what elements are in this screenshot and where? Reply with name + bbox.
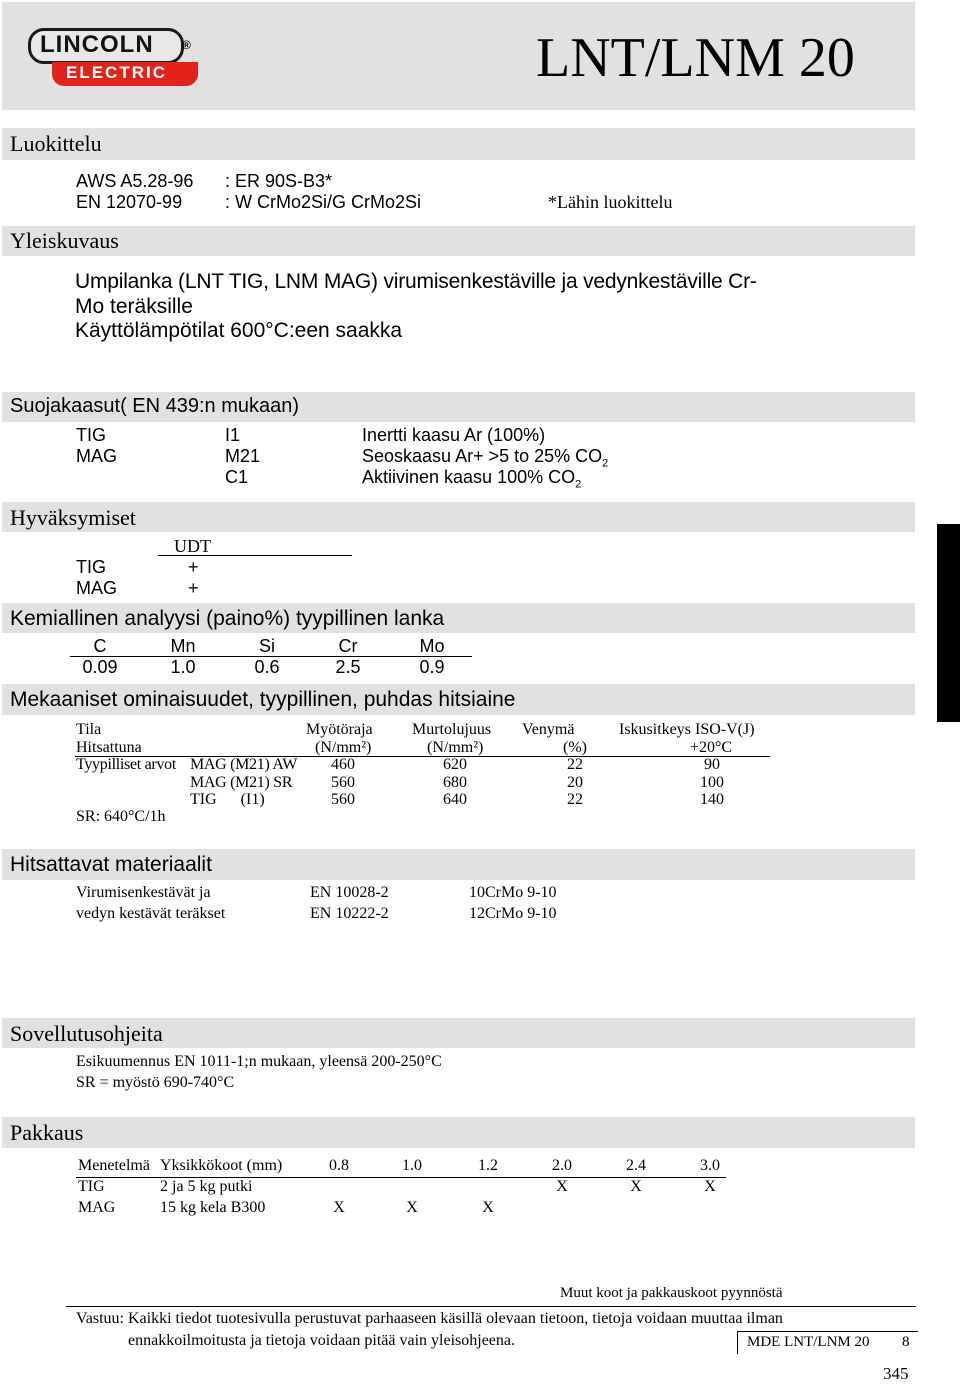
section-bar-hyvaksymiset xyxy=(2,502,915,532)
thumb-index-tab xyxy=(937,524,960,722)
approval-mark-mag: + xyxy=(188,578,199,598)
gas-code-m21: M21 xyxy=(225,446,261,466)
mech-head-elong: Venymä xyxy=(522,721,575,738)
pack-head-size-10: 1.0 xyxy=(402,1157,422,1174)
gas-process-tig: TIG xyxy=(76,425,106,445)
chem-el-mo: Mo xyxy=(419,636,445,656)
section-bar-yleiskuvaus xyxy=(2,226,915,256)
doc-number: 8 xyxy=(902,1334,910,1350)
footer-rule xyxy=(66,1306,916,1307)
chem-val-mn: 1.0 xyxy=(170,657,196,677)
pack-head-size-08: 0.8 xyxy=(329,1157,349,1174)
chem-el-cr: Cr xyxy=(338,636,358,656)
lincoln-electric-logo xyxy=(28,28,200,88)
mech-row2-process: MAG (M21) SR xyxy=(190,774,293,791)
gas-process-mag: MAG xyxy=(76,446,118,466)
gas-code-c1: C1 xyxy=(225,467,249,487)
approval-process-tig: TIG xyxy=(76,557,106,577)
approval-mark-tig: + xyxy=(188,557,199,577)
pack-mag-unit: 15 kg kela B300 xyxy=(160,1199,266,1216)
heading-materiaalit: Hitsattavat materiaalit xyxy=(10,853,212,876)
pack-mag-method: MAG xyxy=(78,1199,116,1216)
mech-row3-impact: 140 xyxy=(700,791,724,808)
mech-row3-elong: 22 xyxy=(567,791,583,808)
class-note: *Lähin luokittelu xyxy=(548,192,673,212)
pack-head-method: Menetelmä xyxy=(78,1157,150,1174)
gas-desc-c1-text: Aktiivinen kaasu 100% CO xyxy=(362,467,576,487)
chem-val-mo: 0.9 xyxy=(419,657,445,677)
material-name-1: Virumisenkestävät ja xyxy=(76,884,211,901)
pack-head-size-12: 1.2 xyxy=(478,1157,498,1174)
section-bar-pakkaus xyxy=(2,1117,915,1148)
doc-code: MDE LNT/LNM 20 xyxy=(747,1334,870,1350)
application-line-2: SR = myöstö 690-740°C xyxy=(76,1074,235,1091)
gas-desc-c1 xyxy=(362,467,581,491)
mech-row3-tensile: 640 xyxy=(443,791,467,808)
pack-mag-08: X xyxy=(333,1199,345,1216)
page-number: 345 xyxy=(883,1364,909,1383)
pack-tig-unit: 2 ja 5 kg putki xyxy=(160,1178,253,1195)
pack-head-size-30: 3.0 xyxy=(700,1157,720,1174)
pack-mag-12: X xyxy=(482,1199,494,1216)
heading-sovellus: Sovellutusohjeita xyxy=(10,1021,163,1046)
mech-row2-yield: 560 xyxy=(331,774,355,791)
page-title: LNT/LNM 20 xyxy=(536,27,855,89)
chem-el-si: Si xyxy=(258,636,275,656)
material-std-2: EN 10222-2 xyxy=(310,905,389,922)
description-line-2: Mo teräksille xyxy=(75,295,193,318)
class-value-2: : W CrMo2Si/G CrMo2Si xyxy=(225,192,422,212)
gas-code-i1: I1 xyxy=(225,425,241,445)
mech-head-impact: Iskusitkeys ISO-V(J) xyxy=(619,721,755,738)
logo-text-electric: ELECTRIC xyxy=(66,63,167,82)
mech-row1-tensile: 620 xyxy=(443,756,467,773)
mech-sub-impact-temp: +20°C xyxy=(690,739,733,756)
approval-process-mag: MAG xyxy=(76,578,118,598)
disclaimer-line-1: Vastuu: Kaikki tiedot tuotesivulla perustuvat parhaaseen käsillä olevaan tietoon, tietoja voidaan muuttaa ilman xyxy=(76,1310,783,1327)
mech-head-yield: Myötöraja xyxy=(306,721,373,738)
logo-registered-mark: ® xyxy=(182,38,191,52)
mech-row1-elong: 22 xyxy=(567,756,583,773)
disclaimer-line-2: ennakkoilmoitusta ja tietoja voidaan pitää vain yleisohjeena. xyxy=(128,1332,515,1349)
heading-hyvaksymiset: Hyväksymiset xyxy=(10,505,136,530)
mech-row2-impact: 100 xyxy=(700,774,724,791)
mech-sr-note: SR: 640°C/1h xyxy=(76,808,166,825)
mech-row1-process: MAG (M21) AW xyxy=(190,756,298,773)
pack-head-size-20: 2.0 xyxy=(552,1157,572,1174)
application-line-1: Esikuumennus EN 1011-1;n mukaan, yleensä 200-250°C xyxy=(76,1053,442,1070)
material-std-1: EN 10028-2 xyxy=(310,884,389,901)
mech-row-label: Tyypilliset arvot xyxy=(76,756,176,773)
pack-tig-30: X xyxy=(704,1178,716,1195)
chem-el-mn: Mn xyxy=(170,636,196,656)
heading-luokittelu: Luokittelu xyxy=(10,131,102,156)
logo-text-lincoln: LINCOLN xyxy=(40,31,154,58)
class-std-2: EN 12070-99 xyxy=(76,192,183,212)
heading-kemia: Kemiallinen analyysi (paino%) tyypillinen lanka xyxy=(10,607,445,630)
mech-row1-impact: 90 xyxy=(704,756,720,773)
gas-desc-i1: Inertti kaasu Ar (100%) xyxy=(362,425,546,445)
approval-col-udt: UDT xyxy=(174,536,211,556)
gas-desc-m21-text: Seoskaasu Ar+ >5 to 25% CO xyxy=(362,446,603,466)
chem-val-si: 0.6 xyxy=(254,657,280,677)
heading-mekaaniset: Mekaaniset ominaisuudet, tyypillinen, puhdas hitsiaine xyxy=(10,688,516,711)
description-line-1: Umpilanka (LNT TIG, LNM MAG) virumisenkestäville ja vedynkestäville Cr- xyxy=(75,270,757,293)
material-name-2: vedyn kestävät teräkset xyxy=(76,905,226,922)
mech-row2-elong: 20 xyxy=(567,774,583,791)
gas-desc-m21-sub: 2 xyxy=(602,457,609,470)
chem-val-c: 0.09 xyxy=(82,657,118,677)
heading-suojakaasut: Suojakaasut( EN 439:n mukaan) xyxy=(10,395,300,417)
mech-sub-yield-unit: (N/mm²) xyxy=(315,739,372,756)
mech-sub-elong-unit: (%) xyxy=(563,739,587,756)
mech-sub-state: Hitsattuna xyxy=(76,739,142,756)
class-std-1: AWS A5.28-96 xyxy=(76,171,194,191)
pack-tig-method: TIG xyxy=(78,1178,105,1195)
pack-head-unit: Yksikkökoot (mm) xyxy=(160,1157,283,1174)
mech-row3-process: TIG (I1) xyxy=(190,791,265,808)
mech-sub-tensile-unit: (N/mm²) xyxy=(427,739,484,756)
heading-yleiskuvaus: Yleiskuvaus xyxy=(10,228,119,253)
heading-pakkaus: Pakkaus xyxy=(10,1120,84,1145)
class-value-1: : ER 90S-B3* xyxy=(225,171,333,191)
pack-tig-20: X xyxy=(556,1178,568,1195)
material-grade-2: 12CrMo 9-10 xyxy=(469,905,557,922)
mech-head-tensile: Murtolujuus xyxy=(412,721,492,738)
approval-rule xyxy=(158,555,352,556)
pack-mag-10: X xyxy=(406,1199,418,1216)
section-bar-luokittelu xyxy=(2,128,915,160)
mech-row1-yield: 460 xyxy=(331,756,355,773)
pack-tig-24: X xyxy=(630,1178,642,1195)
mech-rule xyxy=(75,756,770,757)
gas-desc-c1-sub: 2 xyxy=(575,478,582,491)
mech-head-tila: Tila xyxy=(76,721,102,738)
pack-head-size-24: 2.4 xyxy=(626,1157,646,1174)
packaging-note: Muut koot ja pakkauskoot pyynnöstä xyxy=(560,1285,783,1301)
mech-row3-yield: 560 xyxy=(331,791,355,808)
chem-el-c: C xyxy=(93,636,107,656)
chem-val-cr: 2.5 xyxy=(335,657,361,677)
description-line-3: Käyttölämpötilat 600°C:een saakka xyxy=(75,319,403,342)
material-grade-1: 10CrMo 9-10 xyxy=(469,884,557,901)
mech-row2-tensile: 680 xyxy=(443,774,467,791)
